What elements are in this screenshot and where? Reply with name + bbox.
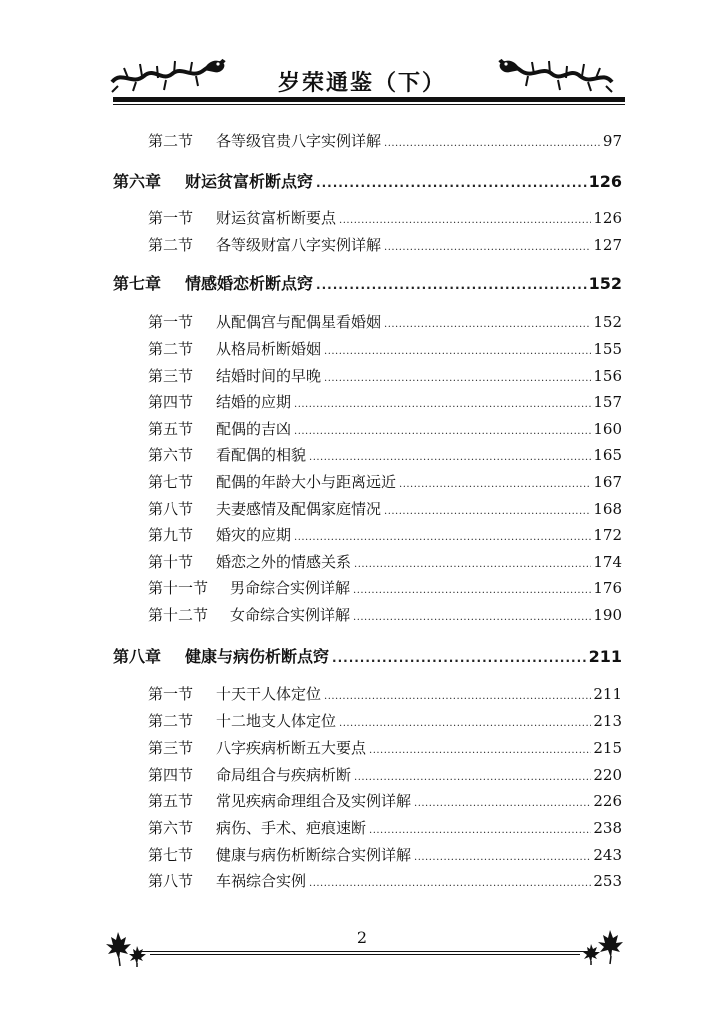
toc-entry-page: 172	[593, 526, 622, 544]
toc-entry-title: 婚灾的应期	[216, 526, 292, 544]
toc-entry-title: 从格局析断婚姻	[216, 340, 322, 358]
toc-chapter-page: 211	[588, 647, 622, 666]
toc-entry-page: 238	[593, 819, 622, 837]
toc-entry[interactable]	[148, 711, 622, 731]
toc-leader-dots	[294, 422, 591, 442]
toc-entry[interactable]	[148, 845, 622, 865]
toc-entry-title: 车祸综合实例	[216, 872, 307, 890]
toc-entry-number: 第四节	[148, 393, 194, 411]
toc-entry[interactable]	[148, 765, 622, 785]
toc-entry-number: 第八节	[148, 500, 194, 518]
toc-leader-dots	[384, 315, 591, 335]
toc-entry-title: 配偶的年龄大小与距离远近	[216, 473, 397, 491]
toc-entry[interactable]	[148, 552, 622, 572]
toc-entry-page: 253	[593, 872, 622, 890]
toc-entry-title: 婚恋之外的情感关系	[216, 553, 352, 571]
toc-entry-number: 第七节	[148, 473, 194, 491]
toc-entry-page: 220	[593, 766, 622, 784]
toc-entry-number: 第三节	[148, 739, 194, 757]
toc-entry-page: 127	[593, 236, 622, 254]
toc-entry-page: 226	[593, 792, 622, 810]
toc-entry[interactable]	[148, 472, 622, 492]
toc-entry-title: 病伤、手术、疤痕速断	[216, 819, 367, 837]
toc-entry[interactable]	[148, 499, 622, 519]
toc-entry-number: 第一节	[148, 313, 194, 331]
toc-entry-title: 看配偶的相貌	[216, 446, 307, 464]
toc-chapter-title: 财运贫富析断点窍	[185, 172, 314, 191]
toc-entry-title: 配偶的吉凶	[216, 420, 292, 438]
toc-leader-dots	[384, 238, 591, 258]
toc-entry-title: 常见疾病命理组合及实例详解	[216, 792, 412, 810]
toc-leader-dots	[384, 134, 601, 154]
toc-chapter[interactable]	[113, 273, 622, 295]
toc-entry-title: 结婚的应期	[216, 393, 292, 411]
toc-entry[interactable]	[148, 392, 622, 412]
toc-chapter[interactable]	[113, 646, 622, 668]
toc-leader-dots	[324, 342, 591, 362]
toc-entry[interactable]	[148, 419, 622, 439]
toc-entry-page: 190	[593, 606, 622, 624]
toc-leader-dots	[369, 821, 591, 841]
toc-entry[interactable]	[148, 235, 622, 255]
toc-leader-dots	[414, 794, 591, 814]
toc-chapter-title: 情感婚恋析断点窍	[185, 274, 314, 293]
toc-entry-number: 第二节	[148, 236, 194, 254]
toc-entry-page: 97	[602, 132, 622, 150]
toc-chapter-page: 126	[588, 172, 622, 191]
toc-entry-title: 十二地支人体定位	[216, 712, 337, 730]
toc-entry-page: 174	[593, 553, 622, 571]
toc-leader-dots	[294, 528, 591, 548]
toc-entry-page: 211	[593, 685, 622, 703]
toc-entry-page: 156	[593, 367, 622, 385]
toc-entry-title: 女命综合实例详解	[230, 606, 351, 624]
toc-chapter[interactable]	[113, 171, 622, 193]
toc-entry-page: 168	[593, 500, 622, 518]
toc-leader-dots	[332, 647, 587, 669]
toc-entry-title: 各等级官贵八字实例详解	[216, 132, 382, 150]
toc-entry[interactable]	[148, 818, 622, 838]
toc-entry[interactable]	[148, 578, 622, 598]
toc-entry-number: 第五节	[148, 420, 194, 438]
toc-leader-dots	[339, 211, 591, 231]
toc-entry-number: 第四节	[148, 766, 194, 784]
page-number: 2	[356, 928, 368, 947]
toc-leader-dots	[316, 172, 587, 194]
toc-entry-number: 第六节	[148, 819, 194, 837]
toc-leader-dots	[294, 395, 591, 415]
toc-entry-page: 157	[593, 393, 622, 411]
toc-entry[interactable]	[148, 366, 622, 386]
toc-leader-dots	[324, 369, 591, 389]
toc-entry-title: 结婚时间的早晚	[216, 367, 322, 385]
toc-entry[interactable]	[148, 339, 622, 359]
toc-entry-page: 176	[593, 579, 622, 597]
toc-entry[interactable]	[148, 605, 622, 625]
toc-leader-dots	[369, 741, 591, 761]
book-title: 岁荣通鉴（下）	[277, 71, 446, 96]
toc-entry-number: 第八节	[148, 872, 194, 890]
footer-rule	[140, 951, 590, 952]
toc-entry-page: 126	[593, 209, 622, 227]
toc-entry-page: 160	[593, 420, 622, 438]
toc-leader-dots	[324, 687, 591, 707]
toc-entry-number: 第九节	[148, 526, 194, 544]
toc-leader-dots	[353, 608, 591, 628]
toc-entry-page: 155	[593, 340, 622, 358]
toc-chapter-number: 第六章	[113, 172, 162, 191]
toc-entry-page: 152	[593, 313, 622, 331]
toc-entry[interactable]	[148, 208, 622, 228]
toc-leader-dots	[309, 874, 591, 894]
toc-entry-number: 第五节	[148, 792, 194, 810]
toc-leader-dots	[339, 714, 591, 734]
toc-entry-number: 第一节	[148, 685, 194, 703]
toc-entry-title: 十天干人体定位	[216, 685, 322, 703]
toc-entry-title: 夫妻感情及配偶家庭情况	[216, 500, 382, 518]
toc-leader-dots	[353, 581, 591, 601]
toc-entry[interactable]	[148, 445, 622, 465]
toc-entry[interactable]	[148, 684, 622, 704]
maple-leaf-ornament-icon	[578, 926, 624, 966]
toc-leader-dots	[399, 475, 591, 495]
toc-entry-title: 男命综合实例详解	[230, 579, 351, 597]
toc-entry-title: 八字疾病析断五大要点	[216, 739, 367, 757]
toc-entry[interactable]	[148, 738, 622, 758]
toc-chapter-number: 第八章	[113, 647, 162, 666]
toc-entry[interactable]	[148, 131, 622, 151]
toc-entry-number: 第二节	[148, 340, 194, 358]
toc-entry[interactable]	[148, 871, 622, 891]
toc-entry-number: 第十节	[148, 553, 194, 571]
toc-entry-title: 各等级财富八字实例详解	[216, 236, 382, 254]
toc-entry-page: 215	[593, 739, 622, 757]
toc-leader-dots	[354, 555, 591, 575]
toc-entry-page: 165	[593, 446, 622, 464]
toc-entry-title: 财运贫富析断要点	[216, 209, 337, 227]
toc-entry-page: 213	[593, 712, 622, 730]
toc-entry-title: 从配偶宫与配偶星看婚姻	[216, 313, 382, 331]
toc-entry-number: 第六节	[148, 446, 194, 464]
toc-entry-number: 第十一节	[148, 579, 209, 597]
toc-entry-number: 第十二节	[148, 606, 209, 624]
toc-leader-dots	[316, 274, 587, 296]
toc-entry-page: 167	[593, 473, 622, 491]
toc-entry-number: 第二节	[148, 132, 194, 150]
toc-entry-title: 命局组合与疾病析断	[216, 766, 352, 784]
toc-chapter-page: 152	[588, 274, 622, 293]
toc-entry-number: 第三节	[148, 367, 194, 385]
toc-entry[interactable]	[148, 312, 622, 332]
toc-leader-dots	[354, 768, 591, 788]
toc-entry-number: 第二节	[148, 712, 194, 730]
toc-leader-dots	[414, 848, 591, 868]
toc-leader-dots	[309, 448, 591, 468]
maple-leaf-ornament-icon	[104, 928, 150, 968]
toc-entry[interactable]	[148, 525, 622, 545]
toc-chapter-title: 健康与病伤析断点窍	[185, 647, 330, 666]
toc-entry-number: 第一节	[148, 209, 194, 227]
toc-entry-title: 健康与病伤析断综合实例详解	[216, 846, 412, 864]
footer-rule	[150, 954, 580, 955]
toc-entry-page: 243	[593, 846, 622, 864]
toc-chapter-number: 第七章	[113, 274, 162, 293]
toc-entry-number: 第七节	[148, 846, 194, 864]
toc-leader-dots	[384, 502, 591, 522]
toc-entry[interactable]	[148, 791, 622, 811]
